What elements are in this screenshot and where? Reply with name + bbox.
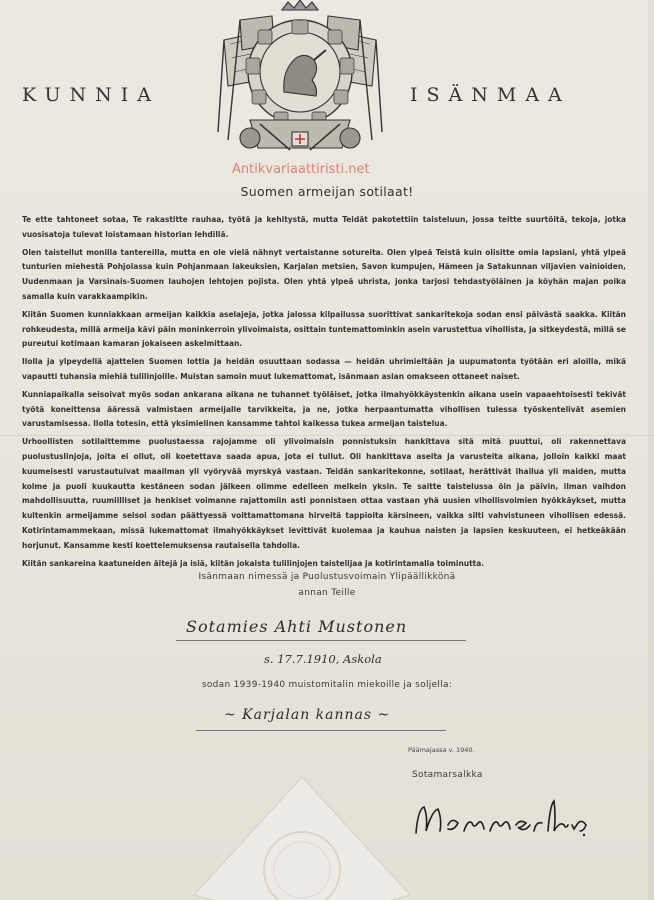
paragraph: Kunniapaikalla seisoivat myös sodan ankarana aikana ne tuhannet työläiset, jotka ilmahyökkäystenkin aikana usein vapaaehtoisesti tekivät työtä koneittensa ääressä valmistaen armeijalle tarvikkeita, ja ne, jotka herpaantumatta vihollisen tulessa työskentelivät asemien varustamisessa. Ilolla totesin, että yksimielinen kansamme tahtoi kaikessa tukea armeijan taistelua. <box>22 388 626 429</box>
coat-of-arms-emblem-icon <box>210 0 390 160</box>
clasp-name: ~ Karjalan kannas ~ <box>224 707 391 723</box>
recipient-birth: s. 17.7.1910, Askola <box>264 652 382 666</box>
paragraph: Kiitän sankareina kaatuneiden äitejä ja isiä, kiitän jokaista tulilinjojen taistelijaa ja kotirintamalla toiminutta. <box>22 557 485 568</box>
paragraph: Urhoollisten sotilaittemme puolustaessa rajojamme oli ylivoimaisin ponnistuksin hankittava sitä mitä puuttui, oli rakennettava puolustuslinjoja, joita ei ollut, oli koetettava saada apua, jota ei tullut. Oli hankittava aseita ja varusteita aikana, jolloin kaikki maat kuumeisesti varustautuivat maailman yli vyöryvää myrskyä vastaan. Teidän sankaritekonne, sotilaat, herättivät ihailua yli maiden, mutta kolme ja puoli kuukautta kestäneen sodan jälkeen olimme edelleen melkein yksin. Te saitte taistelussa öin ja päivin, ilman vaihdon mahdollisuutta, ruumiilliset ja henkiset voimanne rajattomiin asti ponnistaen ottaa vastaan yhä uusien vihollisvoimien hyökkäykset, mutta kultenkin armeijamme seisoi sodan päättyessä voittamattomana hirveitä tappioita kärsineen, vaikka silti vahvistuneen vihollisen edessä. Kotirintamammekaan, missä lukemattomat ilmahyökkäykset levittivät kuolemaa ja kauhua naisten ja lapsien keskuuteen, ei hetkeäkään horjunut. Kansamme kesti koettelemuksensa rautaisella tahdolla. <box>22 436 626 550</box>
recipient-name: Sotamies Ahti Mustonen <box>186 617 408 636</box>
name-underline <box>176 640 466 641</box>
signer-rank: Sotamarsalkka <box>412 770 483 780</box>
paragraph: Kiitän Suomen kunniakkaan armeijan kaikkia aselajeja, jotka jalossa kilpailussa suorittivat sankaritekoja sodan ensi päivästä saakka. Kiitän rohkeudesta, millä armeija kävi päin moninkerroin ylivoimaista, osittain tuntemattominkin asein varustettua vihollista, ja sitkeydestä, millä se pureutui kotimaan kamaran jokaiseen askelmittaan. <box>22 308 626 349</box>
clasp-underline <box>196 730 446 731</box>
paper-edge <box>648 0 654 900</box>
presentation-line-2: annan Teille <box>298 588 356 598</box>
signature-mannerheim <box>408 795 598 845</box>
watermark-text: Antikvariaattiristi.net <box>232 162 370 177</box>
medal-line: sodan 1939-1940 muistomitalin miekoille ja soljella: <box>201 680 453 690</box>
order-of-the-day-text <box>22 212 626 573</box>
paragraph: Ilolla ja ylpeydellä ajattelen Suomen lottia ja heidän osuuttaan sodassa — heidän uhrimieltään ja uupumatonta työtään eri aloilla, mikä vapautti tuhansia miehiä tulilinjoille. Muistan samoin muut lukemattomat, isänmaan asian omakseen ottaneet naiset. <box>22 356 626 381</box>
header-word-fatherland: ISÄNMAA <box>410 84 571 106</box>
paragraph: Te ette tahtoneet sotaa, Te rakastitte rauhaa, työtä ja kehitystä, mutta Teidät pakotettiin taisteluun, jossa teitte suurtöitä, tekoja, jotka vuosisatoja tulevat loistamaan historian lehdillä. <box>22 214 626 239</box>
embossed-seal <box>192 775 412 900</box>
document-title: Suomen armeijan sotilaat! <box>240 184 414 199</box>
header-word-honor: KUNNIA <box>22 84 161 106</box>
issue-date-place: Päämajassa v. 1940. <box>408 746 475 754</box>
presentation-line-1: Isänmaan nimessä ja Puolustusvoimain Ylipäällikkönä <box>198 572 456 582</box>
paragraph: Olen taistellut monilla tantereilla, mutta en ole vielä nähnyt vertaistanne sotureita. Olen ylpeä Teistä kuin olisitte omia lapsiani, yhtä ylpeä tunturien miehestä Pohjolassa kuin Pohjanmaan lakeuksien, Karjalan metsien, Savon kumpujen, Hämeen ja Satakunnan viljavien vainioiden, Uudenmaan ja Varsinais-Suomen lauhojen lehtojen pojista. Olen yhtä ylpeä uhrista, jonka tarjosi tehdastyöläinen ja köyhän majan poika samalla kuin varakkaampikin. <box>22 246 626 301</box>
